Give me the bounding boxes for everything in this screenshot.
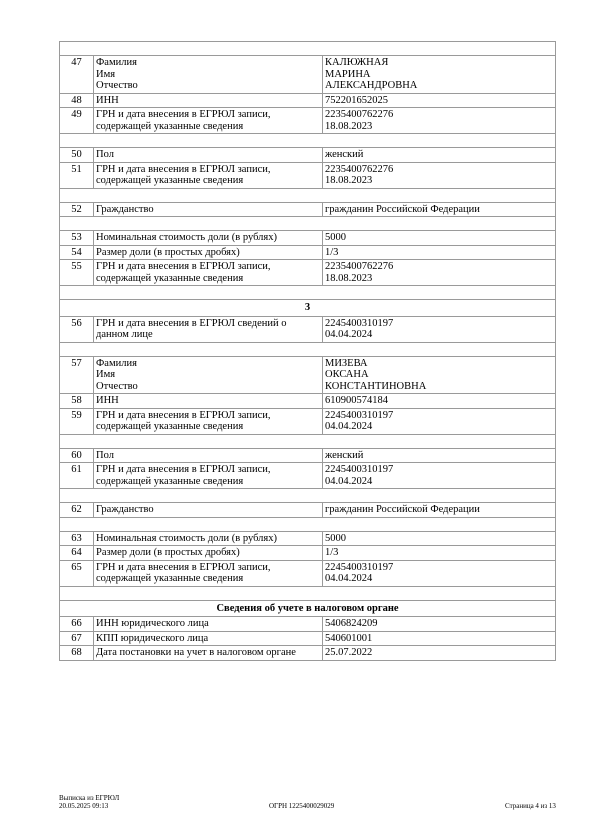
section-title: Сведения об учете в налоговом органе — [60, 600, 556, 617]
table-row — [60, 356, 556, 394]
table-row — [60, 260, 556, 286]
table-row — [60, 56, 556, 94]
table-row — [60, 108, 556, 134]
table-row — [60, 646, 556, 661]
table-row — [60, 245, 556, 260]
row-number: 49 — [60, 108, 94, 134]
row-label: ГРН и дата внесения в ЕГРЮЛ записи, содержащей указанные сведения — [94, 162, 323, 188]
row-value: гражданин Российской Федерации — [323, 202, 556, 217]
table-row — [60, 316, 556, 342]
spacer-row — [60, 134, 556, 148]
spacer-cell — [60, 489, 556, 503]
table-row — [60, 448, 556, 463]
table-row — [60, 93, 556, 108]
spacer-cell — [60, 134, 556, 148]
row-value: 5000 — [323, 531, 556, 546]
row-label: ГРН и дата внесения в ЕГРЮЛ записи, содержащей указанные сведения — [94, 560, 323, 586]
row-value: 2245400310197 04.04.2024 — [323, 316, 556, 342]
table-body — [60, 42, 556, 661]
row-value: 610900574184 — [323, 394, 556, 409]
row-number: 57 — [60, 356, 94, 394]
row-number: 56 — [60, 316, 94, 342]
row-number: 65 — [60, 560, 94, 586]
row-label: ИНН — [94, 93, 323, 108]
spacer-cell — [60, 217, 556, 231]
spacer-row — [60, 434, 556, 448]
row-value: гражданин Российской Федерации — [323, 503, 556, 518]
spacer-row — [60, 188, 556, 202]
row-value: 752201652025 — [323, 93, 556, 108]
footer-document-info — [59, 794, 119, 810]
spacer-cell — [60, 586, 556, 600]
spacer-cell — [60, 342, 556, 356]
row-number: 55 — [60, 260, 94, 286]
table-row — [60, 617, 556, 632]
row-number: 50 — [60, 148, 94, 163]
footer-doc-datetime: 20.05.2025 09:13 — [59, 802, 109, 810]
spacer-row — [60, 342, 556, 356]
row-label: Гражданство — [94, 202, 323, 217]
footer-page-number: Страница 4 из 13 — [505, 802, 556, 810]
row-value: 2245400310197 04.04.2024 — [323, 463, 556, 489]
table-row — [60, 394, 556, 409]
spacer-row — [60, 517, 556, 531]
row-number: 51 — [60, 162, 94, 188]
spacer-row — [60, 217, 556, 231]
row-value: 2245400310197 04.04.2024 — [323, 560, 556, 586]
row-value: 540601001 — [323, 631, 556, 646]
row-label: ГРН и дата внесения в ЕГРЮЛ записи, содержащей указанные сведения — [94, 408, 323, 434]
row-label: ИНН юридического лица — [94, 617, 323, 632]
row-value: 2245400310197 04.04.2024 — [323, 408, 556, 434]
section-header-row — [60, 600, 556, 617]
row-value: женский — [323, 448, 556, 463]
row-label: Размер доли (в простых дробях) — [94, 546, 323, 561]
row-value: 2235400762276 18.08.2023 — [323, 108, 556, 134]
table-row — [60, 546, 556, 561]
row-value: 25.07.2022 — [323, 646, 556, 661]
row-number: 64 — [60, 546, 94, 561]
row-value: 5406824209 — [323, 617, 556, 632]
row-value: КАЛЮЖНАЯ МАРИНА АЛЕКСАНДРОВНА — [323, 56, 556, 94]
row-number: 67 — [60, 631, 94, 646]
row-label: Пол — [94, 448, 323, 463]
row-label: Гражданство — [94, 503, 323, 518]
row-value: 1/3 — [323, 245, 556, 260]
row-label: Фамилия Имя Отчество — [94, 356, 323, 394]
row-value: женский — [323, 148, 556, 163]
row-number: 52 — [60, 202, 94, 217]
spacer-row — [60, 489, 556, 503]
row-value: 2235400762276 18.08.2023 — [323, 260, 556, 286]
spacer-cell — [60, 434, 556, 448]
egrul-extract-table — [59, 41, 556, 661]
row-label: Пол — [94, 148, 323, 163]
spacer-cell — [60, 517, 556, 531]
row-label: Фамилия Имя Отчество — [94, 56, 323, 94]
row-number: 60 — [60, 448, 94, 463]
table-row — [60, 631, 556, 646]
row-label: Дата постановки на учет в налоговом органе — [94, 646, 323, 661]
row-label: Номинальная стоимость доли (в рублях) — [94, 531, 323, 546]
row-label: ИНН — [94, 394, 323, 409]
row-value: 1/3 — [323, 546, 556, 561]
table-row — [60, 408, 556, 434]
spacer-row — [60, 42, 556, 56]
row-label: ГРН и дата внесения в ЕГРЮЛ записи, содержащей указанные сведения — [94, 463, 323, 489]
row-label: КПП юридического лица — [94, 631, 323, 646]
row-label: ГРН и дата внесения в ЕГРЮЛ записи, содержащей указанные сведения — [94, 260, 323, 286]
spacer-row — [60, 586, 556, 600]
spacer-cell — [60, 286, 556, 300]
row-number: 47 — [60, 56, 94, 94]
row-number: 48 — [60, 93, 94, 108]
row-number: 61 — [60, 463, 94, 489]
row-label: ГРН и дата внесения в ЕГРЮЛ записи, содержащей указанные сведения — [94, 108, 323, 134]
row-number: 62 — [60, 503, 94, 518]
row-number: 54 — [60, 245, 94, 260]
row-value: 5000 — [323, 231, 556, 246]
table-row — [60, 463, 556, 489]
row-label: Размер доли (в простых дробях) — [94, 245, 323, 260]
row-value: МИЗЕВА ОКСАНА КОНСТАНТИНОВНА — [323, 356, 556, 394]
spacer-cell — [60, 188, 556, 202]
row-value: 2235400762276 18.08.2023 — [323, 162, 556, 188]
table-row — [60, 148, 556, 163]
row-number: 68 — [60, 646, 94, 661]
table-row — [60, 503, 556, 518]
row-label: Номинальная стоимость доли (в рублях) — [94, 231, 323, 246]
row-number: 53 — [60, 231, 94, 246]
row-number: 66 — [60, 617, 94, 632]
spacer-row — [60, 286, 556, 300]
row-label: ГРН и дата внесения в ЕГРЮЛ сведений о данном лице — [94, 316, 323, 342]
table-row — [60, 162, 556, 188]
footer-ogrn: ОГРН 1225400029029 — [269, 802, 335, 810]
row-number: 59 — [60, 408, 94, 434]
table-row — [60, 531, 556, 546]
row-number: 63 — [60, 531, 94, 546]
section-header-row — [60, 300, 556, 317]
section-title: 3 — [60, 300, 556, 317]
footer-doc-title: Выписка из ЕГРЮЛ — [59, 794, 120, 802]
spacer-cell — [60, 42, 556, 56]
table-row — [60, 231, 556, 246]
row-number: 58 — [60, 394, 94, 409]
table-row — [60, 202, 556, 217]
table-row — [60, 560, 556, 586]
